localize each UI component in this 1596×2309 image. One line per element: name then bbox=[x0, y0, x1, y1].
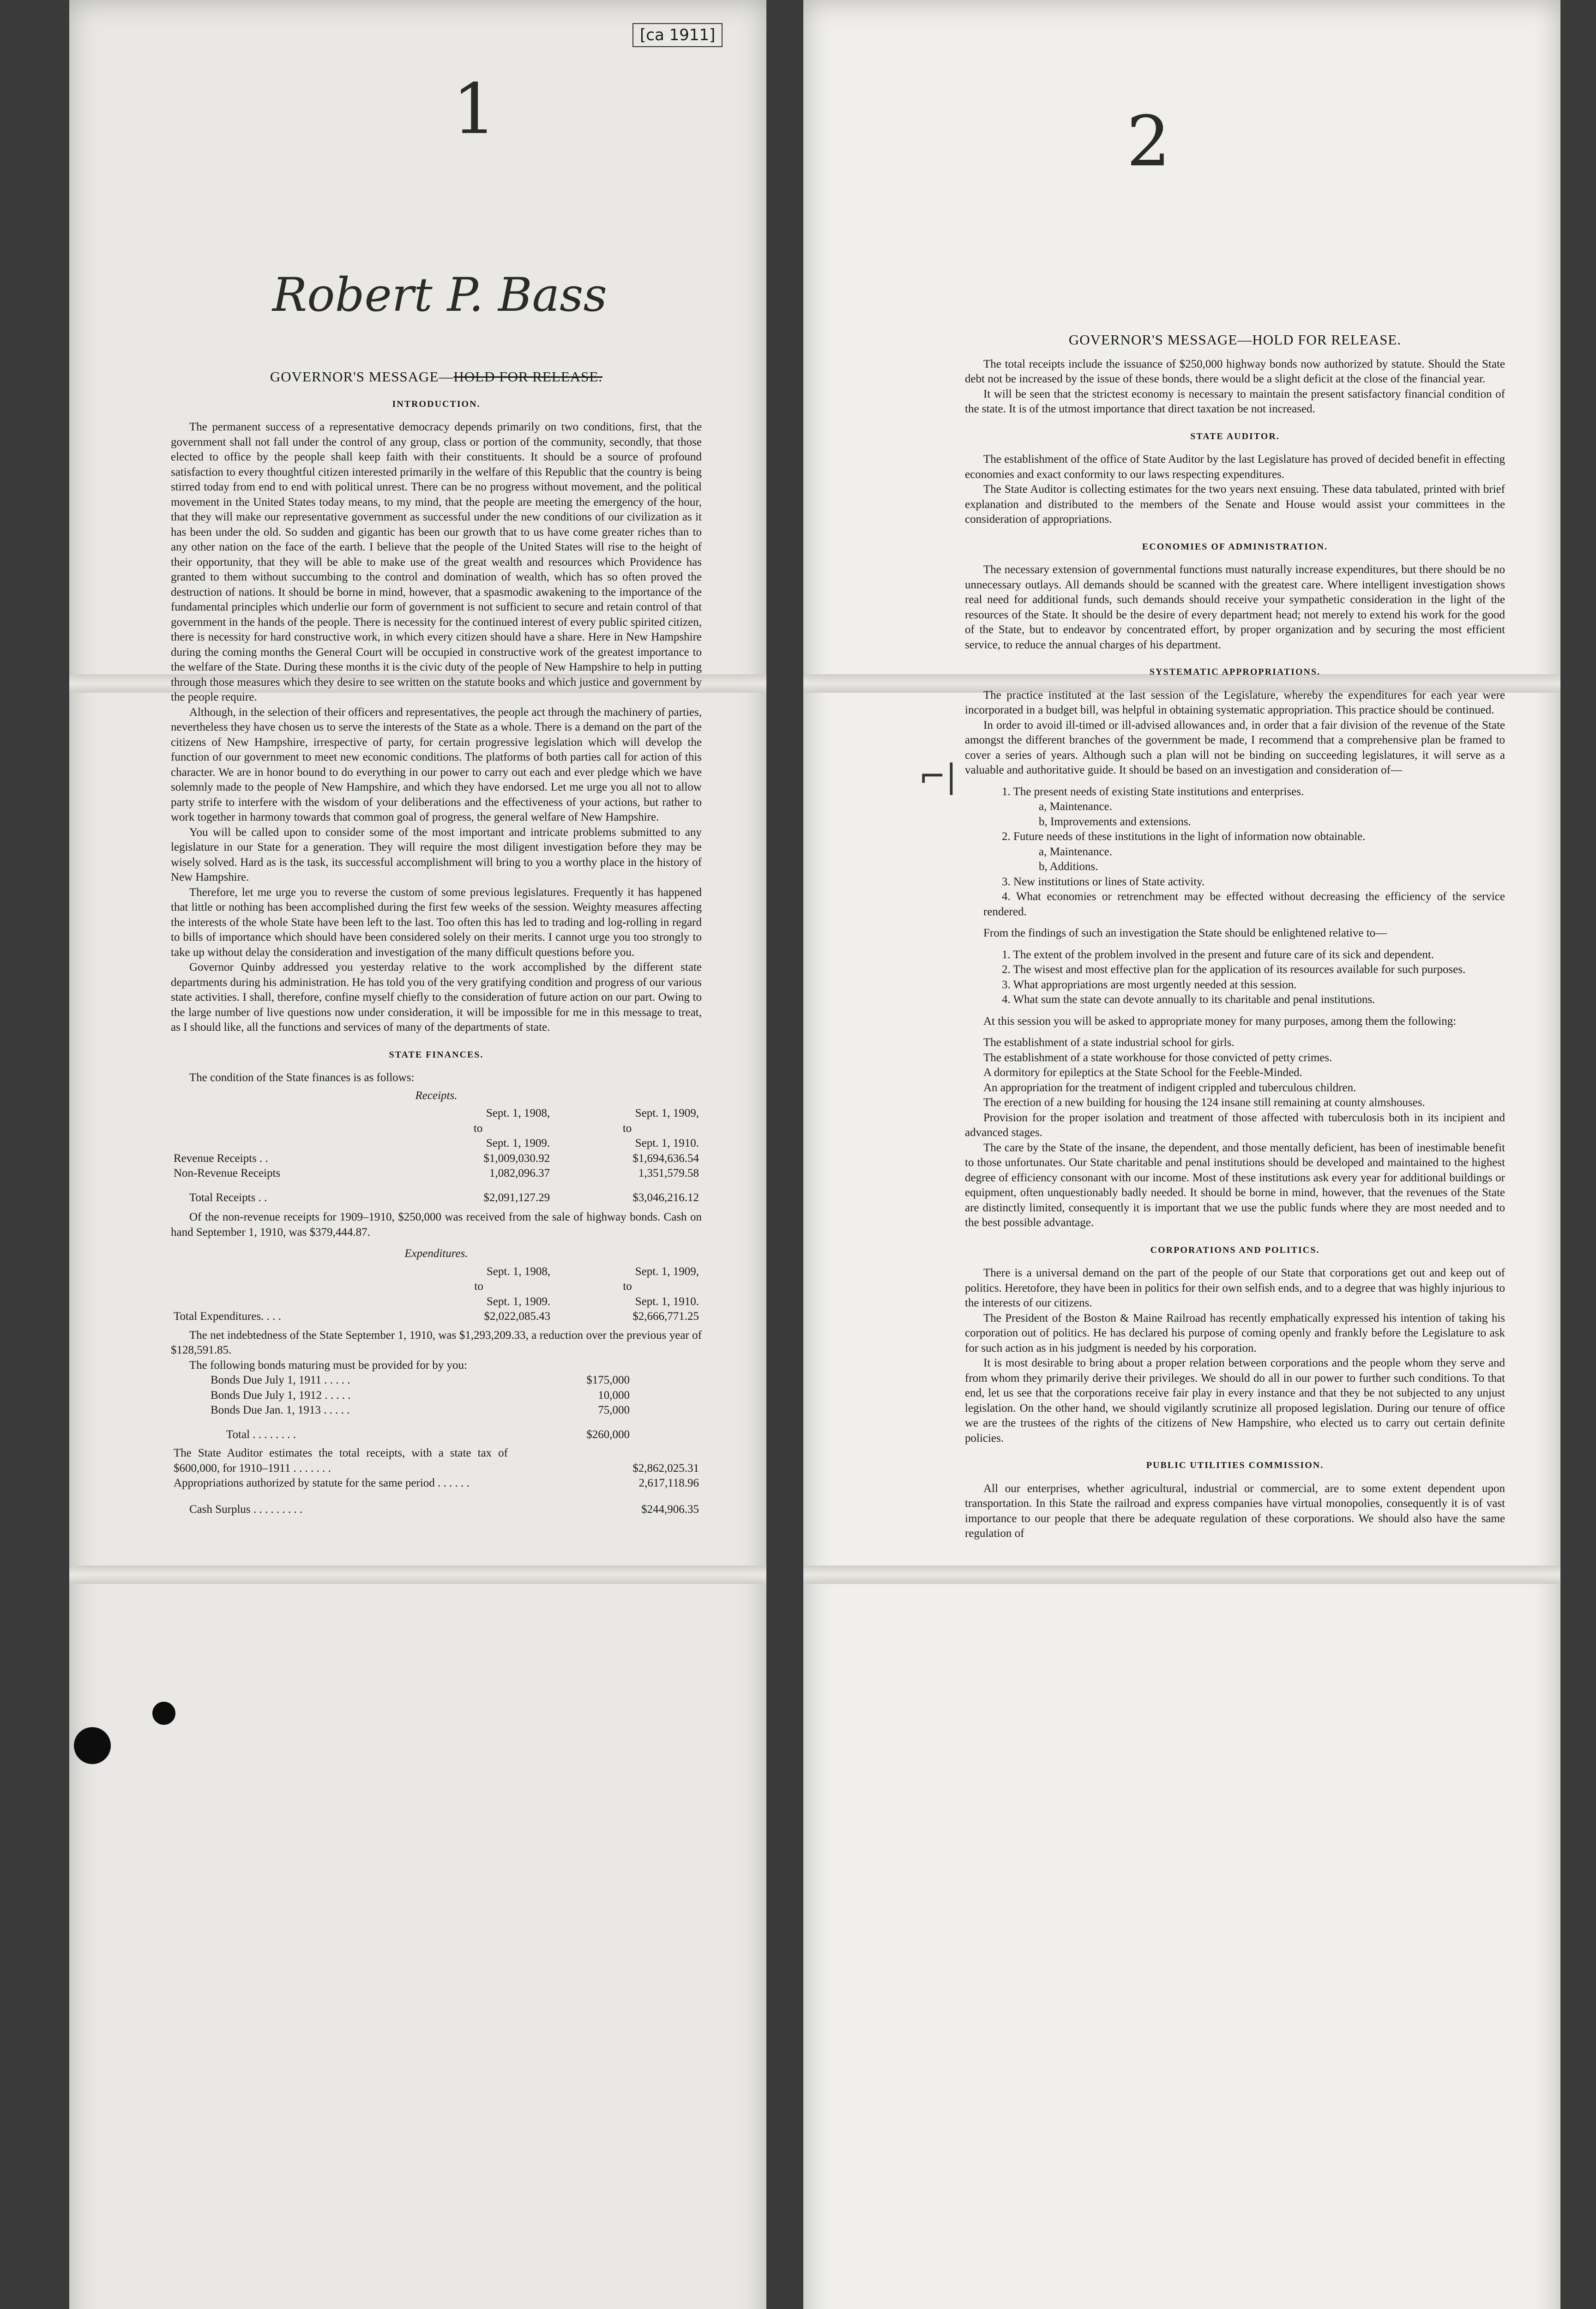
list-item: The care by the State of the insane, the dependent, and those mentally deficient, has been of inestimable benefit to those unfortunates. Our State charitable and penal institutions should be developed and maintained to the highest degree of efficiency consonant with our income. Most of these institutions ask every year for additional buildings or equipment, often unquestionably badly needed. It should be borne in mind, however, that the revenues of the State are distinctly limited, consequently it is important that we use the public funds where they are most needed and to the best possible advantage. bbox=[965, 1141, 1505, 1229]
table-header-row bbox=[171, 1294, 702, 1310]
title-struck: HOLD FOR RELEASE. bbox=[453, 369, 603, 385]
total-row bbox=[171, 1191, 702, 1206]
paragraph: In order to avoid ill-timed or ill-advised allowances and, in order that a fair division of the revenue of the State amongst the different branches of the government be made, I recommend that a comprehensive plan be framed to cover a series of years. Although such a plan will not be binding on succeeding legislatures, it will serve as a valuable and authoritative guide. It should be based on an investigation and consideration of— bbox=[965, 719, 1505, 776]
receipts-heading: Receipts. bbox=[415, 1089, 458, 1102]
list-item: The establishment of a state workhouse for those convicted of petty crimes. bbox=[983, 1051, 1332, 1064]
period-header: Sept. 1, 1909, bbox=[635, 1107, 699, 1119]
list-item: 4. What economies or retrenchment may be effected without decreasing the efficiency of the service rendered. bbox=[983, 890, 1505, 918]
period-header: Sept. 1, 1910. bbox=[635, 1137, 699, 1149]
section-heading: SYSTEMATIC APPROPRIATIONS. bbox=[1149, 667, 1321, 677]
paragraph: Although, in the selection of their officers and representatives, the people act through the machinery of parties, nevertheless they have chosen us to serve the interests of the State as a whole. There is a demand on the part of the citizens of New Hampshire, irrespective of party, for certain progressive legislation which will develop the function of our government to meet new economic conditions. The platforms of both parties call for action of this character. We are in honor bound to do everything in our power to carry out each and ever pledge which we have solemnly made to the people of New Hampshire, and which they have endorsed. Let me urge you all not to allow party strife to interfere with the wisdom of your deliberations and the effectiveness of your actions, but rather to work together in harmony towards that common goal of progress, the general welfare of New Hampshire. bbox=[171, 706, 702, 823]
period-header: Sept. 1, 1908, bbox=[486, 1107, 550, 1119]
fold-line bbox=[803, 1566, 1560, 1584]
table-header-row bbox=[171, 1106, 702, 1121]
margin-mark: ⌐| bbox=[919, 757, 957, 795]
section-heading: PUBLIC UTILITIES COMMISSION. bbox=[1146, 1460, 1324, 1470]
table-header-row bbox=[171, 1279, 702, 1294]
row-label: The State Auditor estimates the total receipts, with a state tax of $600,000, for 1910–1911 . . . . . . . bbox=[174, 1447, 508, 1475]
list-subitem: b, Improvements and extensions. bbox=[1039, 815, 1191, 828]
paragraph: You will be called upon to consider some of the most important and intricate problems submitted to any legislature in our State for a generation. They will require the most diligent investigation before they may be wisely solved. Hard as is the task, its successful accomplishment will bring to you a worthy place in the history of New Hampshire. bbox=[171, 826, 702, 883]
paragraph: The net indebtedness of the State September 1, 1910, was $1,293,209.33, a reduction over the previous year of $128,591.85. bbox=[171, 1329, 702, 1356]
paragraph: It will be seen that the strictest economy is necessary to maintain the present satisfactory financial condition of the state. It is of the utmost importance that direct taxation be not increased. bbox=[965, 387, 1505, 415]
page-number: 1 bbox=[452, 69, 497, 150]
row-value: $2,022,085.43 bbox=[484, 1310, 551, 1323]
row-value: $3,046,216.12 bbox=[632, 1191, 699, 1204]
paragraph: The State Auditor is collecting estimates for the two years next ensuing. These data tabulated, printed with brief explanation and distributed to the members of the Senate and House would assist your committees in the consideration of appropriations. bbox=[965, 483, 1505, 526]
page-title bbox=[171, 369, 702, 385]
title-prefix: GOVERNOR'S MESSAGE— bbox=[270, 369, 454, 385]
punch-hole bbox=[74, 1727, 111, 1764]
paragraph: The President of the Boston & Maine Railroad has recently emphatically expressed his intention of taking his corporation out of politics. He has declared his purpose of coming openly and frankly before the Legislature to ask for such action as in his judgment is needed by his corporation. bbox=[965, 1312, 1505, 1354]
archival-date-tag: [ca 1911] bbox=[632, 23, 723, 47]
paragraph: Therefore, let me urge you to reverse the custom of some previous legislatures. Frequently it has happened that little or nothing has been accomplished during the first few weeks of the session. Weighty measures affecting the interests of the whole State have been left to the last. Too often this has led to trading and log-rolling in regard to bills of importance which should have been considered solely on their merits. I cannot urge you too strongly to take up without delay the consideration and investigation of the many difficult questions before you. bbox=[171, 886, 702, 959]
punch-hole bbox=[152, 1702, 175, 1725]
row-value: 10,000 bbox=[598, 1389, 630, 1402]
row-label: Total . . . . . . . . bbox=[226, 1428, 296, 1441]
row-label: Appropriations authorized by statute for the same period . . . . . . bbox=[174, 1477, 470, 1489]
plan-list bbox=[965, 785, 1505, 920]
paragraph: Governor Quinby addressed you yesterday relative to the work accomplished by the different state departments during his administration. He has told you of the very gratifying condition and progress of our various state activities. I shall, therefore, confine myself chiefly to the consideration of future action on our part. Owing to the large number of live questions now under consideration, it will be impossible for me in this message to treat, as I should like, all the functions and services of many of the departments of state. bbox=[171, 961, 702, 1034]
section-heading: ECONOMIES OF ADMINISTRATION. bbox=[1142, 541, 1328, 552]
row-label: Revenue Receipts . . bbox=[174, 1152, 268, 1165]
list-subitem: b, Additions. bbox=[1039, 860, 1098, 873]
table-row bbox=[208, 1388, 632, 1403]
section-heading: STATE FINANCES. bbox=[389, 1049, 484, 1060]
paragraph: Of the non-revenue receipts for 1909–1910, $250,000 was received from the sale of highway bonds. Cash on hand September 1, 1910, was $379,444.87. bbox=[171, 1211, 702, 1239]
row-value: $2,862,025.31 bbox=[632, 1462, 699, 1475]
table-row bbox=[208, 1403, 632, 1418]
expenditures-heading: Expenditures. bbox=[404, 1247, 468, 1260]
purposes-list bbox=[965, 1035, 1505, 1231]
list-item: Provision for the proper isolation and treatment of those affected with tuberculosis both in its incipient and advanced stages. bbox=[965, 1111, 1505, 1139]
row-value: $1,009,030.92 bbox=[483, 1152, 550, 1165]
paragraph: At this session you will be asked to appropriate money for many purposes, among them the following: bbox=[983, 1015, 1457, 1028]
total-row bbox=[171, 1309, 702, 1324]
paragraph: The condition of the State finances is as follows: bbox=[189, 1071, 415, 1084]
row-label: Bonds Due July 1, 1911 . . . . . bbox=[211, 1374, 350, 1386]
table-row bbox=[208, 1373, 632, 1388]
row-value: $1,694,636.54 bbox=[632, 1152, 699, 1165]
table-row bbox=[171, 1151, 702, 1167]
list-item: A dormitory for epileptics at the State School for the Feeble-Minded. bbox=[983, 1066, 1302, 1079]
table-header-row bbox=[171, 1264, 702, 1280]
row-label: Bonds Due July 1, 1912 . . . . . bbox=[211, 1389, 351, 1402]
left-column bbox=[171, 369, 702, 1517]
list-item: 4. What sum the state can devote annually to its charitable and penal institutions. bbox=[1002, 993, 1375, 1006]
list-item: An appropriation for the treatment of indigent crippled and tuberculous children. bbox=[983, 1081, 1356, 1094]
row-label: Total Expenditures. . . . bbox=[174, 1310, 281, 1323]
page-number: 2 bbox=[1126, 102, 1171, 182]
row-value: 1,082,096.37 bbox=[489, 1167, 550, 1179]
period-header: Sept. 1, 1909. bbox=[486, 1137, 550, 1149]
list-item: 3. New institutions or lines of State activity. bbox=[1002, 875, 1205, 888]
row-label: Cash Surplus . . . . . . . . . bbox=[189, 1503, 303, 1516]
period-header: Sept. 1, 1909, bbox=[635, 1265, 699, 1278]
table-row bbox=[171, 1476, 702, 1491]
paragraph: The permanent success of a representative democracy depends primarily on two conditions, first, that the government shall not fall under the control of any group, class or portion of the community, secondly, that those elected to office by the people shall keep faith with their constituents. It should be a source of profound satisfaction to every thoughtful citizen interested primarily in the welfare of this Republic that the country is being stirred today from end to end with political unrest. There can be no progress without movement, and the political movement in the United States today means, to my mind, that the people are meeting the emergency of the hour, that they will make our representative government as successful under the new conditions of our civilization as it has been under the old. So sudden and gigantic has been our growth that to us have come greater riches than to any other nation on the face of the earth. I believe that the people of the United States will rise to the height of their opportunity, that they will be able to make use of the great wealth and resources which Providence has granted to them without succumbing to the control and domination of wealth, which has so often proved the destruction of nations. It should be borne in mind, however, that a spasmodic awakening to the importance of the fundamental principles which underlie our form of government is not sufficient to secure and retain control of that government in the hands of the people. There is necessity for the continued interest of every public spirited citizen, there is necessity for hard constructive work, in which every citizen should have a share. Here in New Hampshire during the coming months the General Court will be occupied in constructive work of the greatest importance to the welfare of the State. During these months it is the civic duty of the people of New Hampshire to help in putting through those measures which they desire to see written on the statute books and which justice and government by the people require. bbox=[171, 421, 702, 703]
row-value: 1,351,579.58 bbox=[638, 1167, 699, 1179]
signature: Robert P. Bass bbox=[272, 268, 607, 322]
paragraph: The total receipts include the issuance of $250,000 highway bonds now authorized by statute. Should the State debt not be increased by the issue of these bonds, there would be a slight deficit at the close of the financial year. bbox=[965, 357, 1505, 385]
bonds-table bbox=[208, 1373, 632, 1442]
paragraph: The practice instituted at the last session of the Legislature, whereby the expenditures for each year were incorporated in a budget bill, was helpful in obtaining systematic appropriation. This practice should be continued. bbox=[965, 689, 1505, 716]
right-column bbox=[965, 332, 1505, 1541]
row-value: $244,906.35 bbox=[641, 1503, 699, 1516]
paragraph: It is most desirable to bring about a proper relation between corporations and the people whom they serve and from whom they primarily derive their privileges. We should do all in our power to further such conditions. To that end, let us see that the corporations receive fair play in every instance and that they be not subjected to any unjust legislation. On the other hand, we should vigilantly scrutinize all proposed legislation. During our tenure of office we are the trustees of the rights of the citizens of New Hampshire, who elected us to carry out certain definite policies. bbox=[965, 1357, 1505, 1445]
paragraph: There is a universal demand on the part of the people of our State that corporations get out and keep out of politics. Heretofore, they have been in politics for their own selfish ends, and to a degree that was highly injurious to the interests of our citizens. bbox=[965, 1267, 1505, 1309]
table-header-row bbox=[171, 1121, 702, 1136]
period-header: to bbox=[622, 1122, 632, 1135]
list-item: 3. What appropriations are most urgently needed at this session. bbox=[1002, 978, 1297, 991]
row-value: 2,617,118.96 bbox=[638, 1477, 699, 1489]
paragraph: The establishment of the office of State Auditor by the last Legislature has proved of decided benefit in effecting economies and exact conformity to our laws respecting expenditures. bbox=[965, 453, 1505, 481]
period-header: to bbox=[474, 1280, 483, 1293]
period-header: to bbox=[473, 1122, 483, 1135]
paragraph: From the findings of such an investigation the State should be enlightened relative to— bbox=[983, 927, 1387, 939]
total-row bbox=[208, 1427, 632, 1443]
left-page bbox=[69, 0, 766, 2309]
row-value: $175,000 bbox=[586, 1374, 630, 1386]
row-value: $2,091,127.29 bbox=[483, 1191, 550, 1204]
findings-list bbox=[965, 948, 1505, 1008]
row-label: Bonds Due Jan. 1, 1913 . . . . . bbox=[211, 1404, 350, 1416]
row-label: Non-Revenue Receipts bbox=[174, 1167, 281, 1179]
paragraph: All our enterprises, whether agricultural, industrial or commercial, are to some extent dependent upon transportation. In this State the railroad and express companies have virtual monopolies, consequently it is of vast importance to our people that there be adequate regulation of these corporations. We should also have the same regulation of bbox=[965, 1482, 1505, 1540]
table-row bbox=[171, 1446, 702, 1476]
list-item: 1. The extent of the problem involved in the present and future care of its sick and dependent. bbox=[1002, 948, 1434, 961]
row-label: Total Receipts . . bbox=[189, 1191, 267, 1204]
expenditures-table bbox=[171, 1264, 702, 1324]
right-page bbox=[803, 0, 1560, 2309]
list-subitem: a, Maintenance. bbox=[1039, 845, 1112, 858]
section-heading: STATE AUDITOR. bbox=[1190, 431, 1280, 441]
table-header-row bbox=[171, 1136, 702, 1151]
row-value: 75,000 bbox=[598, 1404, 630, 1416]
receipts-table bbox=[171, 1106, 702, 1205]
period-header: Sept. 1, 1910. bbox=[635, 1295, 699, 1308]
list-item: The establishment of a state industrial school for girls. bbox=[983, 1036, 1235, 1049]
row-value: $2,666,771.25 bbox=[632, 1310, 699, 1323]
section-heading: CORPORATIONS AND POLITICS. bbox=[1150, 1245, 1320, 1255]
page-title: GOVERNOR'S MESSAGE—HOLD FOR RELEASE. bbox=[1068, 332, 1402, 348]
list-item: 2. The wisest and most effective plan for the application of its resources available for such purposes. bbox=[1002, 963, 1466, 976]
section-heading: INTRODUCTION. bbox=[392, 399, 481, 409]
list-item: 2. Future needs of these institutions in the light of information now obtainable. bbox=[1002, 830, 1366, 843]
period-header: to bbox=[623, 1280, 632, 1293]
list-subitem: a, Maintenance. bbox=[1039, 800, 1112, 813]
paragraph: The following bonds maturing must be provided for by you: bbox=[189, 1359, 468, 1372]
period-header: Sept. 1, 1909. bbox=[486, 1295, 551, 1308]
period-header: Sept. 1, 1908, bbox=[486, 1265, 551, 1278]
table-row bbox=[171, 1166, 702, 1181]
row-value: $260,000 bbox=[586, 1428, 630, 1441]
fold-line bbox=[69, 1566, 766, 1584]
list-item: The erection of a new building for housing the 124 insane still remaining at county almshouses. bbox=[983, 1096, 1425, 1109]
paragraph: The necessary extension of governmental functions must naturally increase expenditures, but there should be no unnecessary outlays. All demands should be scanned with the greatest care. Where intelligent investigation shows real need for additional funds, such demands should receive your sympathetic consideration in the light of the resources of the State. It should be the desire of every department head; not merely to extend his work for the good of the State, but to endeavor by concentrated effort, by proper organization and by securing the most efficient service, to reduce the annual charges of his department. bbox=[965, 563, 1505, 651]
estimate-table bbox=[171, 1446, 702, 1517]
list-item: 1. The present needs of existing State institutions and enterprises. bbox=[1002, 785, 1304, 798]
total-row bbox=[171, 1502, 702, 1517]
